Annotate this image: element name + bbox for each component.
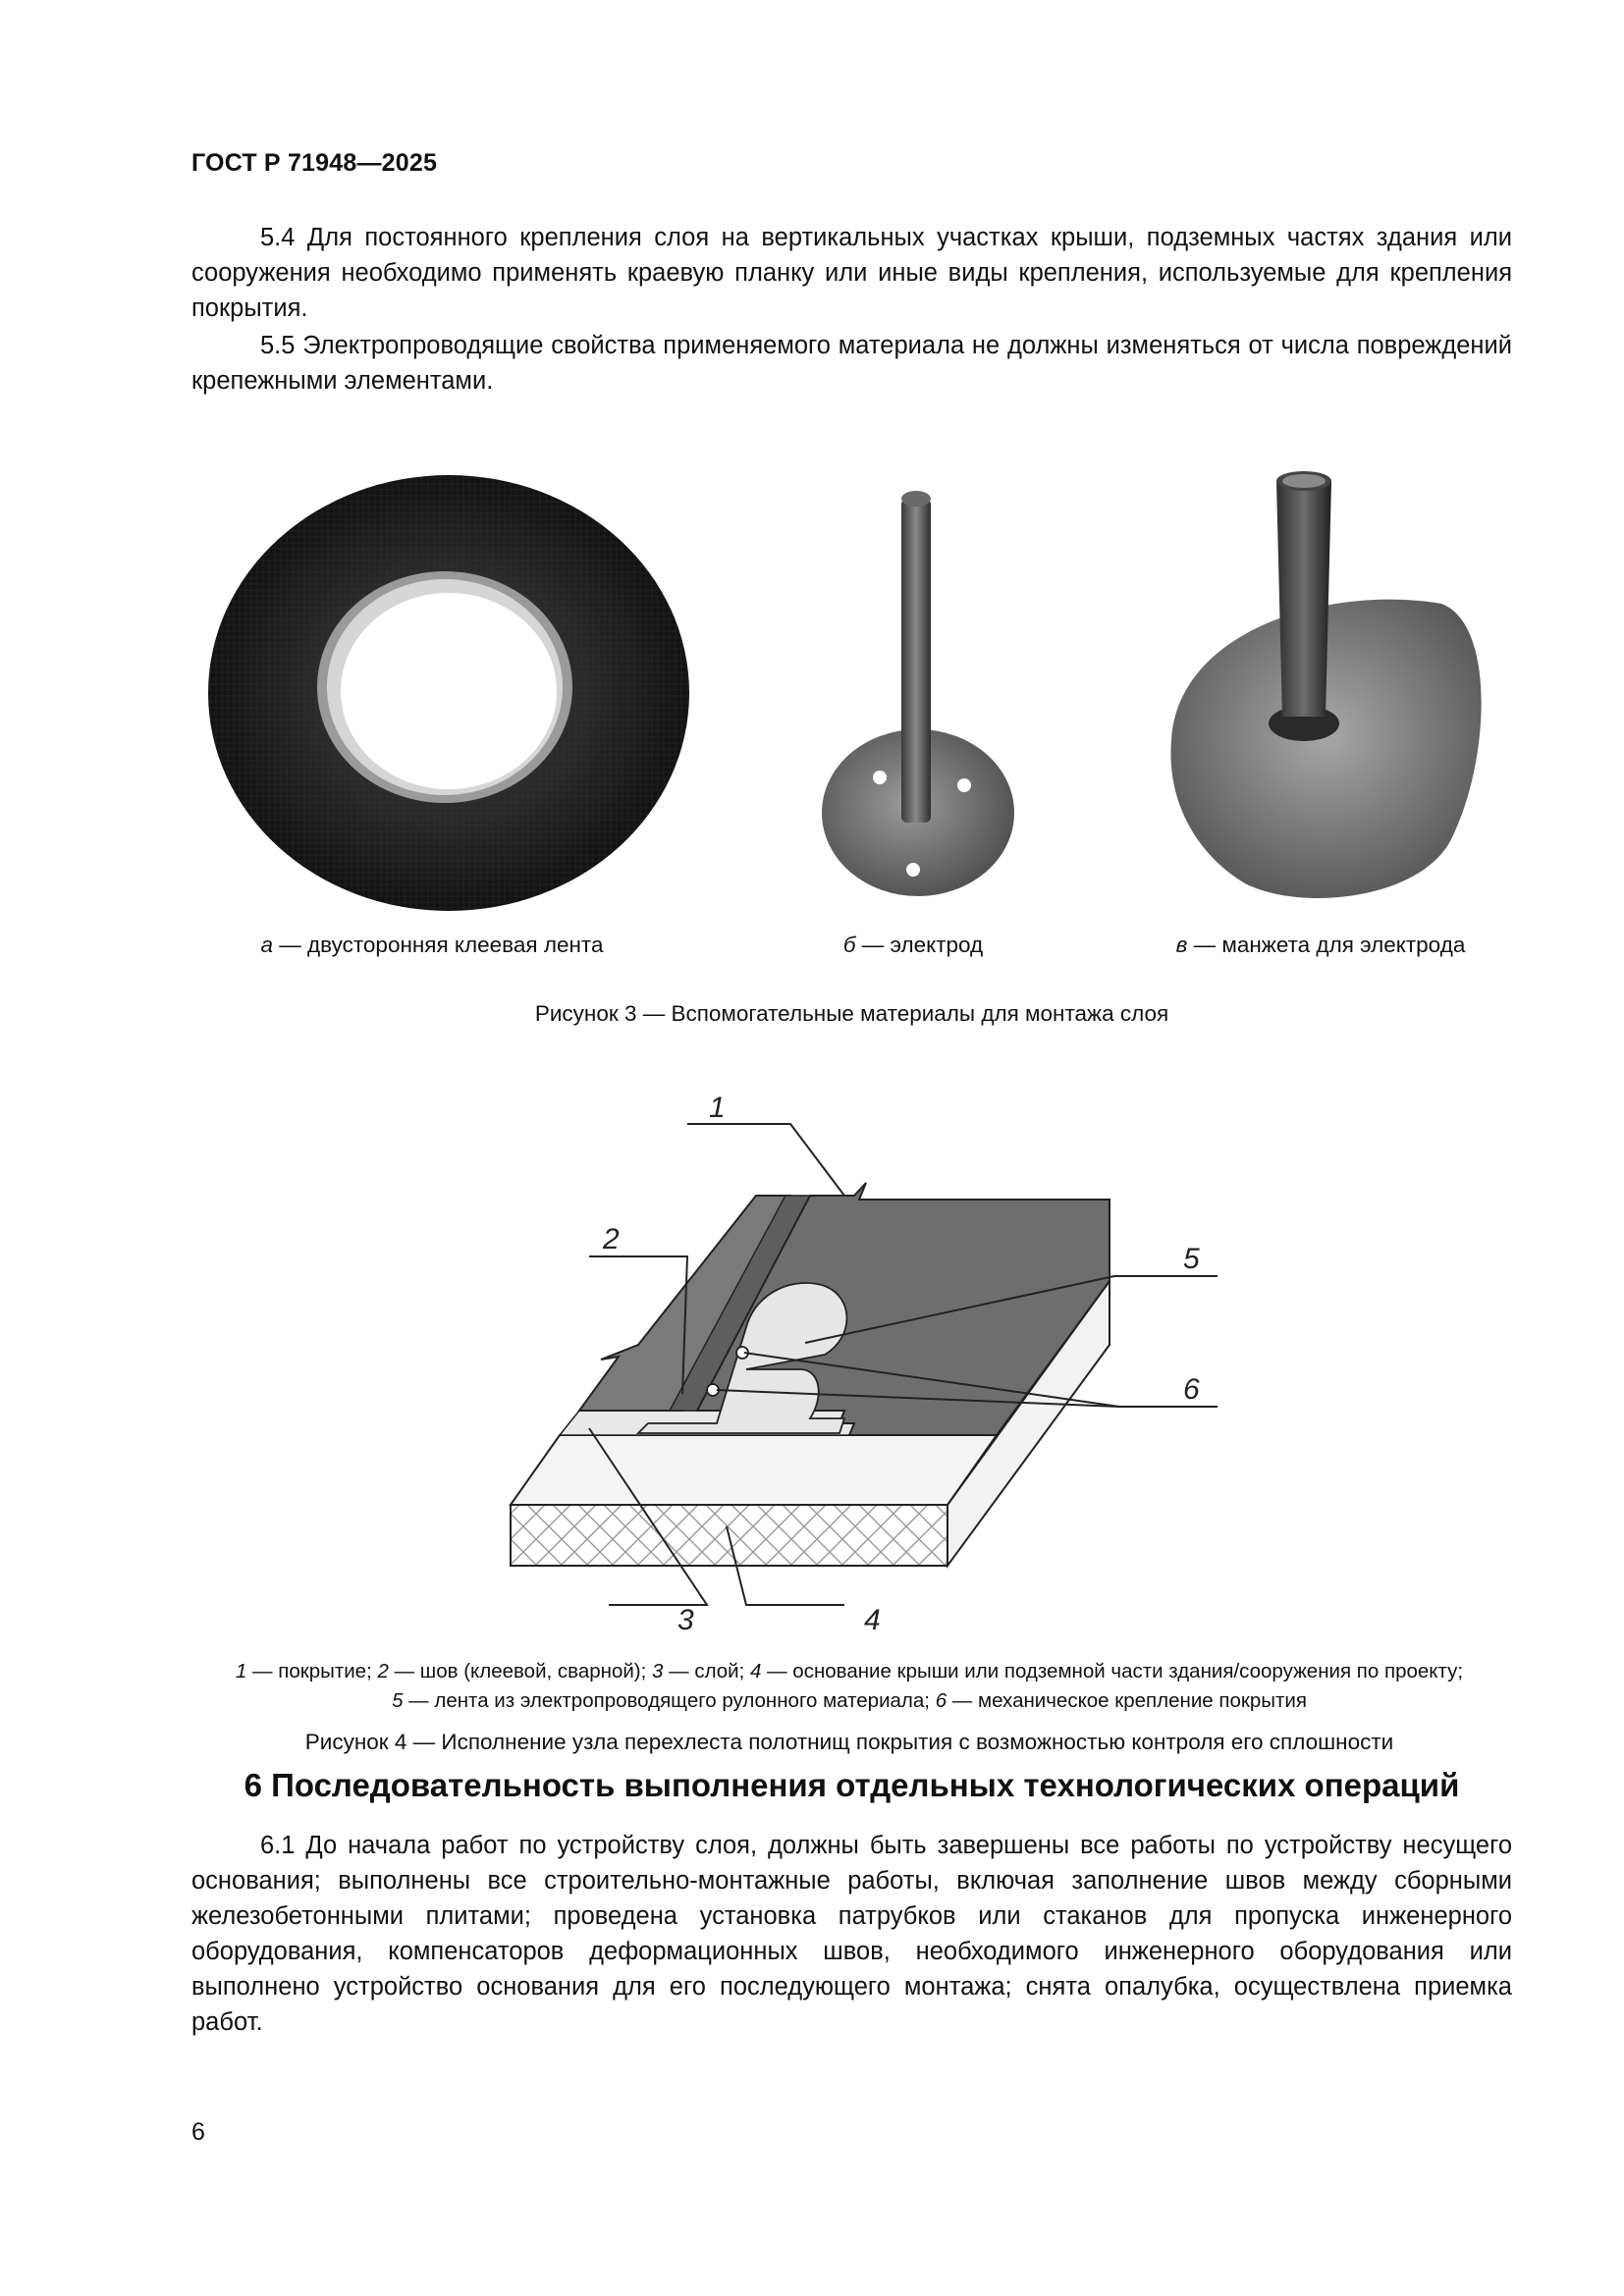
legend-line-2: 5 — лента из электропроводящего рулонного материала; 6 — механическое крепление покрытия xyxy=(392,1689,1307,1712)
overlap-joint-diagram xyxy=(0,1080,1624,1639)
callout-4: 4 xyxy=(864,1604,881,1636)
figure-4-legend xyxy=(182,1657,1517,1716)
paragraph-5-5: 5.5 Электропроводящие свойства применяемого материала не должны изменяться от числа повреждений крепежными элементами. xyxy=(191,332,1512,395)
callout-6: 6 xyxy=(1183,1373,1200,1406)
electrode-image xyxy=(815,479,1021,896)
figure-3-title: Рисунок 3 — Вспомогательные материалы для монтажа слоя xyxy=(534,1001,1169,1026)
callout-1: 1 xyxy=(709,1092,726,1124)
section-6-heading: 6 Последовательность выполнения отдельных технологических операций xyxy=(244,1767,1460,1803)
caption-v: в — манжета для электрода xyxy=(1175,933,1466,957)
figure-4-title: Рисунок 4 — Исполнение узла перехлеста полотнищ покрытия с возможностью контроля его сплошности xyxy=(304,1730,1394,1754)
callout-5: 5 xyxy=(1183,1243,1200,1275)
caption-a: а — двусторонняя клеевая лента xyxy=(260,933,604,957)
paragraph-6-1: 6.1 До начала работ по устройству слоя, должны быть завершены все работы по устройству несущего основания; выполнены все строительно-монтажные работы, включая заполнение швов между сборными железобетонными плитами; проведена установка патрубков или стаканов для пропуска инженерного оборудования, компенсаторов деформационных швов, необходимого инженерного оборудования или выполнено устройство основания для его последующего монтажа; снята опалубка, осуществлена приемка работ. xyxy=(191,1832,1512,2036)
page-number: 6 xyxy=(191,2118,205,2146)
paragraph-5-4: 5.4 Для постоянного крепления слоя на вертикальных участках крыши, подземных частях здания или сооружения необходимо применять краевую планку или иные виды крепления, используемые для крепления покрытия. xyxy=(191,224,1512,322)
standard-code-header: ГОСТ Р 71948—2025 xyxy=(191,149,438,177)
electrode-cuff-image xyxy=(1157,466,1490,913)
callout-2: 2 xyxy=(603,1223,620,1255)
tape-roll-image xyxy=(201,469,702,926)
legend-line-1: 1 — покрытие; 2 — шов (клеевой, сварной); 3 — слой; 4 — основание крыши или подземной части здания/сооружения по проекту; xyxy=(235,1660,1464,1682)
caption-b: б — электрод xyxy=(842,933,984,957)
callout-3: 3 xyxy=(677,1604,694,1636)
